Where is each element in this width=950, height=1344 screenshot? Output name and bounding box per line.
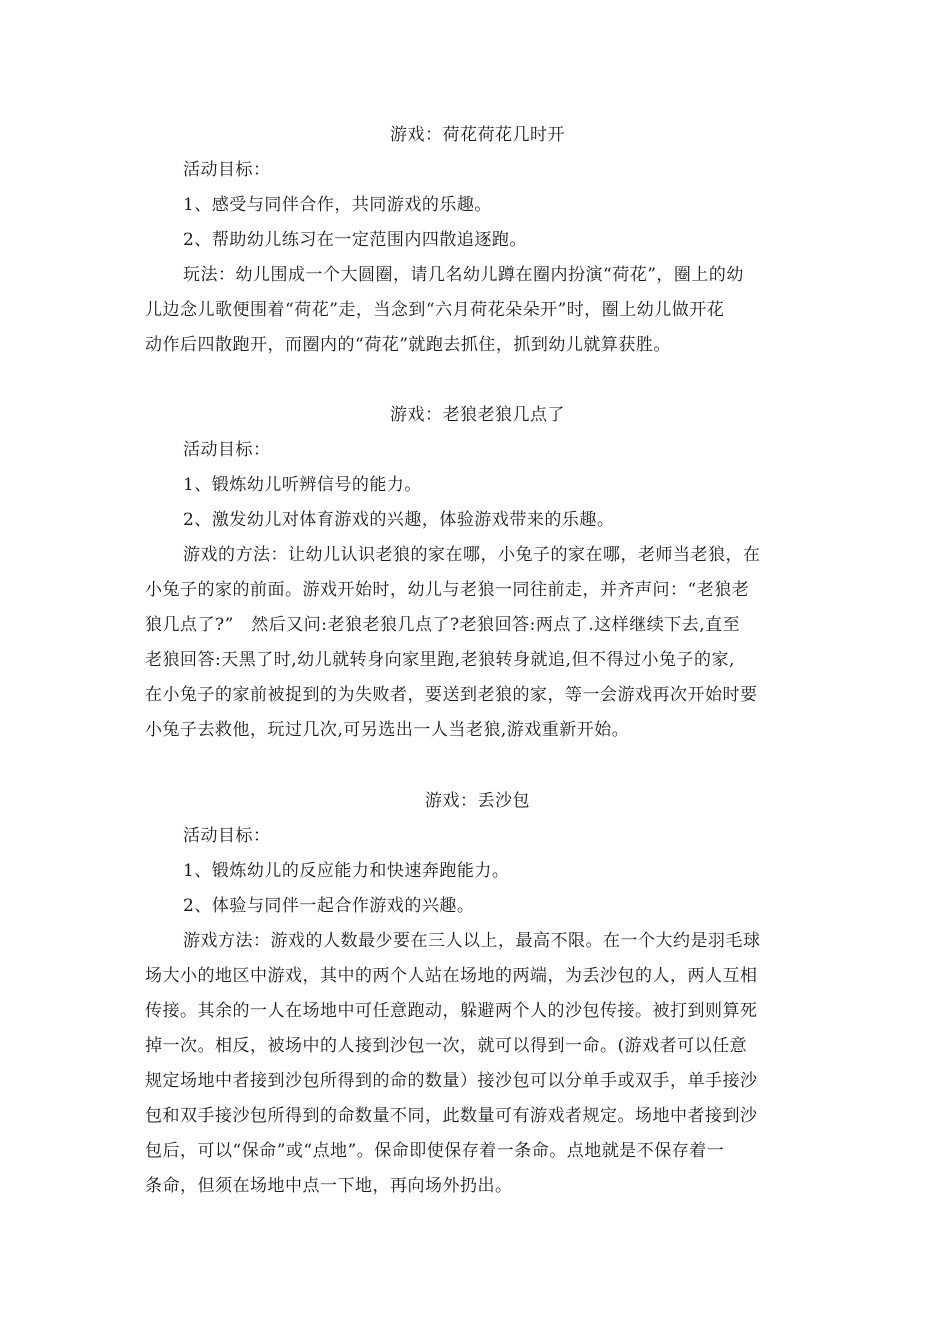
goal-label: 活动目标： xyxy=(183,440,271,460)
goal-item: 1、锻炼幼儿听辨信号的能力。 xyxy=(183,475,422,495)
method-line: 玩法：幼儿围成一个大圆圈，请几名幼儿蹲在圈内扮演“荷花”，圈上的幼 xyxy=(183,265,744,285)
method-line: 小兔子的家的前面。游戏开始时，幼儿与老狼一同往前走，并齐声问：“老狼老 xyxy=(145,580,750,600)
game-section-wolf xyxy=(145,397,810,748)
method-line: 儿边念儿歌便围着“荷花”走，当念到“六月荷花朵朵开”时，圈上幼儿做开花 xyxy=(145,300,725,320)
method-line: 在小兔子的家前被捉到的为失败者，要送到老狼的家，等一会游戏再次开始时要 xyxy=(145,685,758,705)
method-line: 小兔子去救他，玩过几次,可另选出一人当老狼,游戏重新开始。 xyxy=(145,720,630,740)
method-line: 规定场地中者接到沙包所得到的命的数量）接沙包可以分单手或双手，单手接沙 xyxy=(145,1071,758,1091)
method-line: 老狼回答:天黑了时,幼儿就转身向家里跑,老狼转身就追,但不得过小兔子的家, xyxy=(145,650,735,670)
section-title: 游戏：老狼老狼几点了 xyxy=(390,405,565,425)
method-paragraph xyxy=(145,924,810,1204)
method-line: 包和双手接沙包所得到的命数量不同，此数量可有游戏者规定。场地中者接到沙 xyxy=(145,1106,758,1126)
section-title: 游戏：荷花荷花几时开 xyxy=(390,125,565,145)
method-line: 游戏的方法：让幼儿认识老狼的家在哪，小兔子的家在哪，老师当老狼，在 xyxy=(183,545,761,565)
goal-item: 2、帮助幼儿练习在一定范围内四散追逐跑。 xyxy=(183,230,527,250)
method-line: 游戏方法：游戏的人数最少要在三人以上，最高不限。在一个大约是羽毛球 xyxy=(183,931,761,951)
method-paragraph xyxy=(145,258,810,363)
method-line: 掉一次。相反，被场中的人接到沙包一次，就可以得到一命。(游戏者可以任意 xyxy=(145,1036,748,1056)
game-section-lotus xyxy=(145,117,810,363)
method-paragraph xyxy=(145,538,810,748)
method-line: 包后，可以“保命”或“点地”。保命即使保存着一条命。点地就是不保存着一 xyxy=(145,1141,725,1161)
goal-item: 1、锻炼幼儿的反应能力和快速奔跑能力。 xyxy=(183,861,510,881)
goal-item: 2、激发幼儿对体育游戏的兴趣，体验游戏带来的乐趣。 xyxy=(183,510,615,530)
method-line: 条命，但须在场地中点一下地，再向场外扔出。 xyxy=(145,1176,513,1196)
goal-label: 活动目标： xyxy=(183,826,271,846)
method-line: 动作后四散跑开，而圈内的“荷花”就跑去抓住，抓到幼儿就算获胜。 xyxy=(145,335,671,355)
goal-label: 活动目标： xyxy=(183,160,271,180)
section-title: 游戏：丢沙包 xyxy=(425,791,530,811)
method-line: 狼几点了?” 然后又问:老狼老狼几点了?老狼回答:两点了.这样继续下去,直至 xyxy=(145,615,741,635)
method-line: 传接。其余的一人在场地中可任意跑动，躲避两个人的沙包传接。被打到则算死 xyxy=(145,1001,758,1021)
game-section-sandbag xyxy=(145,783,810,1204)
method-line: 场大小的地区中游戏，其中的两个人站在场地的两端，为丢沙包的人，两人互相 xyxy=(145,966,758,986)
goal-item: 2、体验与同伴一起合作游戏的兴趣。 xyxy=(183,896,475,916)
goal-item: 1、感受与同伴合作，共同游戏的乐趣。 xyxy=(183,195,492,215)
